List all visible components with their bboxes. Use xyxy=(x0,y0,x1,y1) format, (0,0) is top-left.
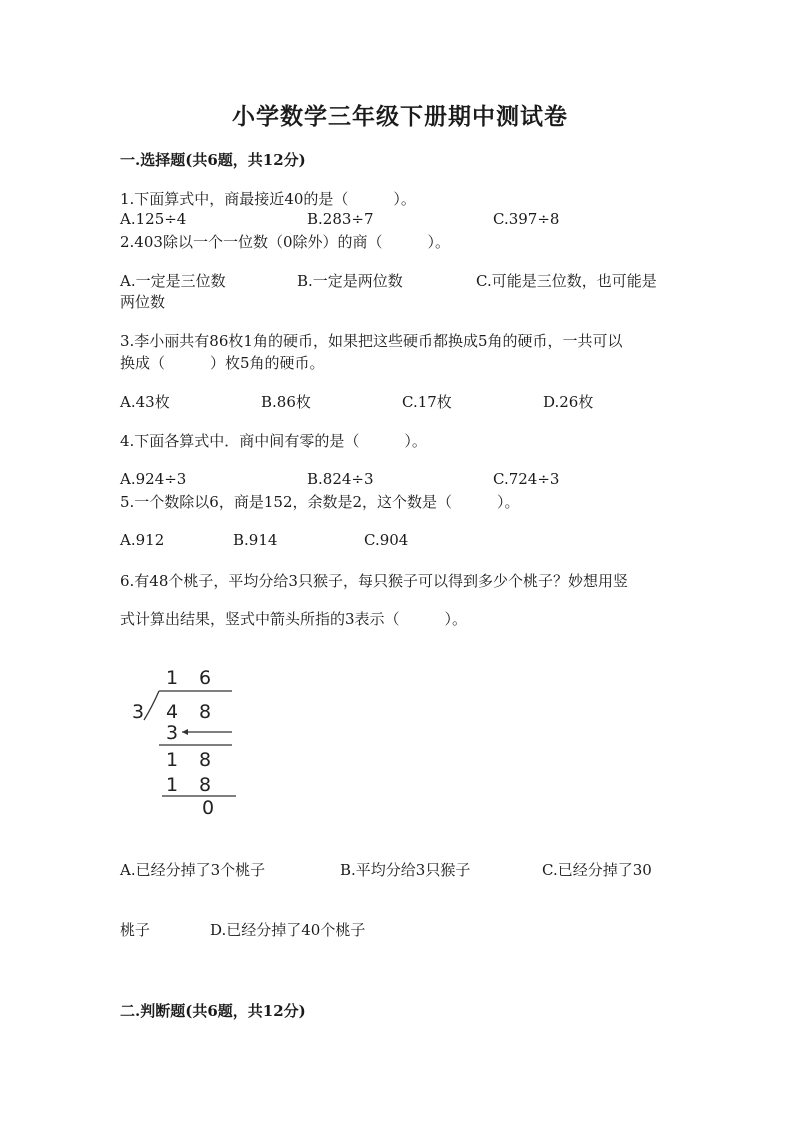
question-6-option-a: A.已经分掉了3个桃子 xyxy=(120,861,266,879)
question-6-stem-line-1: 6.有48个桃子，平均分给3只猴子，每只猴子可以得到多少个桃子？妙想用竖 xyxy=(120,572,628,590)
question-5-stem: 5.一个数除以6，商是152，余数是2，这个数是（ ）。 xyxy=(120,493,520,511)
question-5-option-a: A.912 xyxy=(120,531,165,549)
question-2-option-b: B.一定是两位数 xyxy=(297,272,403,290)
question-4-option-c: C.724÷3 xyxy=(493,470,560,488)
question-3-stem-line-2: 换成（ ）枚5角的硬币。 xyxy=(120,354,325,372)
question-2-option-a: A.一定是三位数 xyxy=(120,272,226,290)
question-6-option-c: C.已经分掉了30 xyxy=(542,861,652,879)
question-2-stem: 2.403除以一个一位数（0除外）的商（ ）。 xyxy=(120,233,450,251)
question-1-option-b: B.283÷7 xyxy=(307,210,374,228)
question-2-option-c: C.可能是三位数，也可能是 xyxy=(476,272,657,290)
step1-product-digit: 3 xyxy=(166,722,179,744)
remainder-digit: 0 xyxy=(202,797,215,819)
long-division-figure xyxy=(126,660,246,820)
question-3-option-a: A.43枚 xyxy=(120,393,170,411)
question-5-option-b: B.914 xyxy=(233,531,278,549)
division-bracket-curve xyxy=(144,691,159,720)
question-6-option-c-wrap: 桃子 xyxy=(120,921,151,939)
dividend-ones-digit: 8 xyxy=(199,701,212,723)
question-4-stem: 4.下面各算式中．商中间有零的是（ ）。 xyxy=(120,432,427,450)
step3-ones-digit: 8 xyxy=(199,774,212,796)
question-6-option-d: D.已经分掉了40个桃子 xyxy=(210,921,366,939)
question-3-option-b: B.86枚 xyxy=(261,393,311,411)
question-3-option-c: C.17枚 xyxy=(402,393,452,411)
question-4-option-a: A.924÷3 xyxy=(120,470,187,488)
question-2-option-c-wrap: 两位数 xyxy=(120,293,166,311)
question-1-stem: 1.下面算式中，商最接近40的是（ ）。 xyxy=(120,190,416,208)
question-3-stem-line-1: 3.李小丽共有86枚1角的硬币，如果把这些硬币都换成5角的硬币，一共可以 xyxy=(120,332,623,350)
question-1-option-a: A.125÷4 xyxy=(120,210,187,228)
question-6-stem-line-2: 式计算出结果，竖式中箭头所指的3表示（ ）。 xyxy=(120,610,468,628)
section-heading-choice: 一.选择题(共6题，共12分) xyxy=(120,151,306,169)
quotient-ones-digit: 6 xyxy=(199,667,212,689)
question-4-option-b: B.824÷3 xyxy=(307,470,374,488)
question-6-option-b: B.平均分给3只猴子 xyxy=(340,861,471,879)
question-1-option-c: C.397÷8 xyxy=(493,210,560,228)
quotient-tens-digit: 1 xyxy=(166,667,179,689)
divisor-digit: 3 xyxy=(132,701,145,723)
step2-tens-digit: 1 xyxy=(166,749,179,771)
step2-ones-digit: 8 xyxy=(199,749,212,771)
dividend-tens-digit: 4 xyxy=(166,701,179,723)
question-3-option-d: D.26枚 xyxy=(543,393,594,411)
page-title: 小学数学三年级下册期中测试卷 xyxy=(232,103,568,130)
question-5-option-c: C.904 xyxy=(364,531,409,549)
long-division-svg xyxy=(126,660,246,820)
step3-tens-digit: 1 xyxy=(166,774,179,796)
section-heading-judge: 二.判断题(共6题，共12分) xyxy=(120,1002,306,1020)
arrow-head-icon xyxy=(182,729,188,735)
